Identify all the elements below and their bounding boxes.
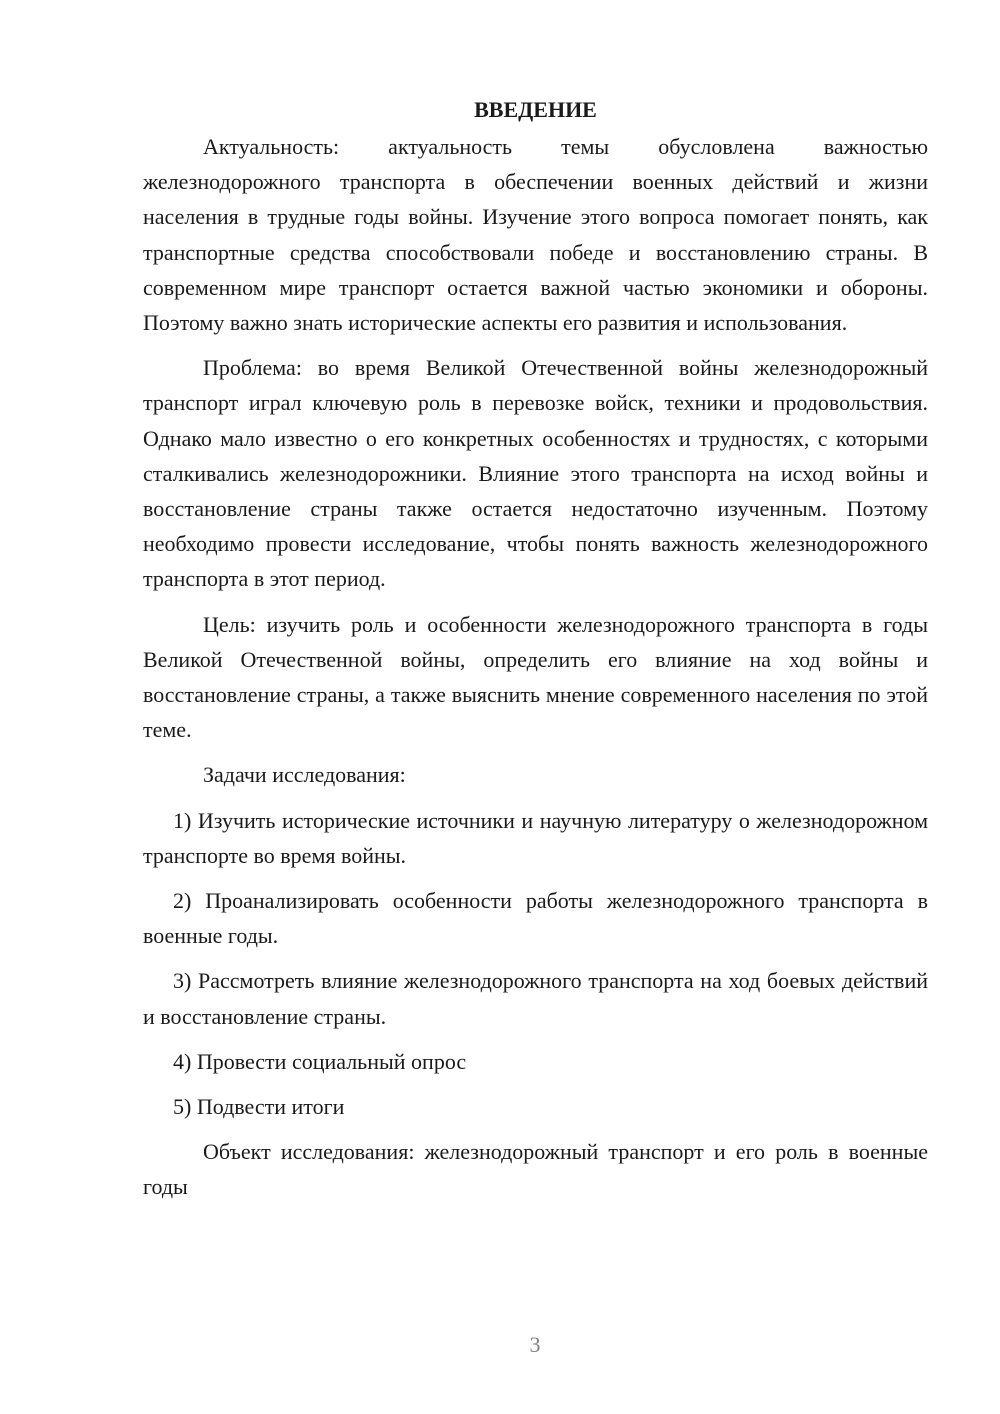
page-number: 3	[529, 1332, 541, 1357]
task-item: 4) Провести социальный опрос	[173, 1048, 467, 1074]
task-item: 5) Подвести итоги	[173, 1094, 345, 1120]
relevance-paragraph: Актуальность: актуальность темы обусловлена важностью железнодорожного транспорта в обеспечении военных действий и жизни населения в трудные годы войны. Изучение этого вопроса помогает понять, как транспортные средства способствовали победе и восстановлению страны. В современном мире транспорт остается важной частью экономики и обороны. Поэтому важно знать исторические аспекты его развития и использования.	[143, 134, 928, 336]
problem-paragraph: Проблема: во время Великой Отечественной войны железнодорожный транспорт играл ключевую роль в перевозке войск, техники и продовольствия. Однако мало известно о его конкретных особенностях и трудностях, с которыми сталкивались железнодорожники. Влияние этого транспорта на исход войны и восстановление страны также остается недостаточно изученным. Поэтому необходимо провести исследование, чтобы понять важность железнодорожного транспорта в этот период.	[143, 355, 928, 592]
object-paragraph: Объект исследования: железнодорожный транспорт и его роль в военные годы	[143, 1139, 928, 1200]
tasks-heading: Задачи исследования:	[203, 762, 406, 788]
task-item: 2) Проанализировать особенности работы железнодорожного транспорта в военные годы.	[143, 888, 928, 949]
goal-paragraph: Цель: изучить роль и особенности железнодорожного транспорта в годы Великой Отечественной войны, определить его влияние на ход войны и восстановление страны, а также выяснить мнение современного населения по этой теме.	[143, 611, 928, 743]
task-item: 3) Рассмотреть влияние железнодорожного транспорта на ход боевых действий и восстановление страны.	[143, 968, 928, 1029]
page-title: ВВЕДЕНИЕ	[474, 97, 597, 122]
tasks-list	[143, 803, 928, 1125]
task-item: 1) Изучить исторические источники и научную литературу о железнодорожном транспорте во время войны.	[143, 807, 928, 868]
document-page	[143, 92, 928, 1215]
